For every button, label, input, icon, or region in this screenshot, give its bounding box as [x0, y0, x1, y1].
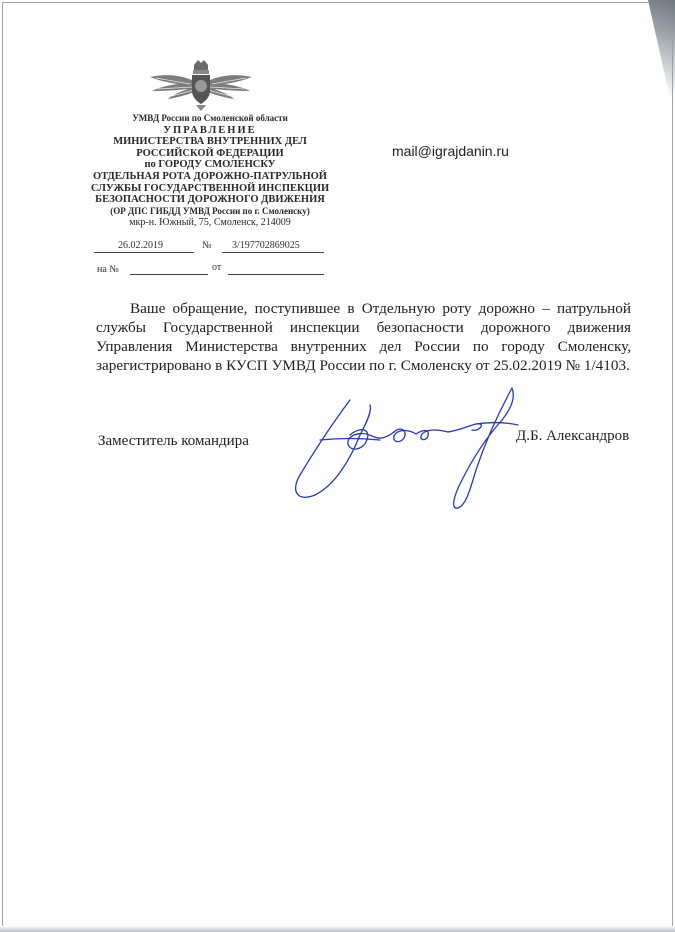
- scan-bottom-shadow: [0, 926, 675, 932]
- org-line-3: МИНИСТЕРСТВА ВНУТРЕННИХ ДЕЛ: [113, 136, 307, 148]
- org-line-7: СЛУЖБЫ ГОСУДАРСТВЕННОЙ ИНСПЕКЦИИ: [90, 182, 330, 194]
- registration-date: 26.02.2019: [118, 240, 163, 251]
- org-line-4: РОССИЙСКОЙ ФЕДЕРАЦИИ: [136, 147, 284, 159]
- org-address: мкр-н. Южный, 75, Смоленск, 214009: [129, 217, 291, 229]
- org-line-6: ОТДЕЛЬНАЯ РОТА ДОРОЖНО-ПАТРУЛЬНОЙ: [93, 170, 327, 182]
- number-underline: [222, 252, 324, 253]
- handwritten-signature: [290, 380, 540, 510]
- org-line-8: БЕЗОПАСНОСТИ ДОРОЖНОГО ДВИЖЕНИЯ: [95, 194, 325, 206]
- reference-underline: [130, 274, 208, 275]
- org-line-5: по ГОРОДУ СМОЛЕНСКУ: [144, 159, 276, 171]
- signer-title: Заместитель командира: [98, 433, 249, 449]
- org-line-9: (ОР ДПС ГИБДД УМВД России по г. Смоленску): [110, 205, 310, 216]
- registration-number-label: №: [202, 240, 212, 251]
- org-line-1: УМВД России по Смоленской области: [132, 113, 288, 123]
- date-underline: [94, 252, 194, 253]
- signer-name: Д.Б. Александров: [516, 428, 630, 444]
- org-line-2: УПРАВЛЕНИЕ: [163, 124, 257, 136]
- reference-from-underline: [228, 274, 324, 275]
- registration-number: 3/197702869025: [232, 240, 300, 251]
- reference-label: на №: [97, 264, 119, 275]
- mvd-emblem-icon: [146, 57, 256, 113]
- letterhead: [85, 113, 335, 229]
- letter-body: Ваше обращение, поступившее в Отдельную роту дорожно – патрульной службы Государственной инспекции безопасности дорожного движения Управления Министерства внутренних дел России по городу Смоленску, зарегистрировано в КУСП УМВД России по г. Смоленску от 25.02.2019 № 1/4103.: [96, 300, 631, 374]
- reference-from-label: от: [212, 262, 222, 273]
- recipient-email: mail@igrajdanin.ru: [392, 143, 509, 159]
